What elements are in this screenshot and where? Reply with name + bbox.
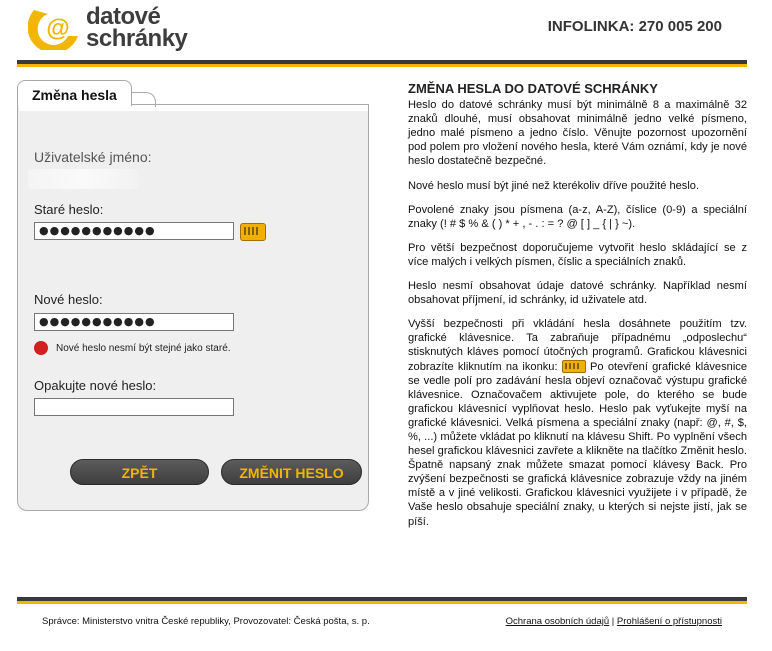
new-password-field[interactable]: ●●●●●●●●●●●	[34, 313, 234, 331]
info-title: ZMĚNA HESLA DO DATOVÉ SCHRÁNKY	[408, 81, 658, 96]
accessibility-link[interactable]: Prohlášení o přístupnosti	[616, 616, 722, 627]
svg-text:@: @	[46, 15, 70, 42]
change-password-button[interactable]: ZMĚNIT HESLO	[221, 459, 362, 485]
graphic-keyboard-text-a: Vyšší bezpečnosti při vkládání hesla dosáhnete použitím tzv. grafické klávesnice. Ta zabraňuje případnému „odposlechu“ stisknutých kláves pomocí útočných programů. Grafickou klávesnici zobrazíte kliknutím na ikonku:	[408, 318, 747, 373]
tab-notch	[131, 92, 156, 107]
old-password-field[interactable]: ●●●●●●●●●●●	[34, 222, 234, 240]
footer-operator: Správce: Ministerstvo vnitra České republiky, Provozovatel: Česká pošta, s. p.	[42, 616, 370, 627]
logo-line2: schránky	[86, 25, 188, 52]
info-paragraph-restrictions: Heslo nesmí obsahovat údaje datové schránky. Například nesmí obsahovat příjmení, id schránky, id uživatele atd.	[408, 280, 747, 307]
username-label: Uživatelské jméno:	[34, 149, 152, 165]
back-button[interactable]: ZPĚT	[70, 459, 209, 485]
info-paragraph-unique: Nové heslo musí být jiné než kterékoliv dříve použité heslo.	[408, 179, 700, 192]
username-value-redacted	[28, 169, 138, 189]
info-paragraph-allowed-chars: Povolené znaky jsou písmena (a-z, A-Z), číslice (0-9) a speciální znaky (! # $ % & ( ) * + , - . : = ? @ [ ] _ { | } ~).	[408, 203, 747, 230]
new-password-label: Nové heslo:	[34, 292, 103, 307]
error-message: Nové heslo nesmí být stejné jako staré.	[56, 343, 231, 354]
datove-schranky-logo[interactable]	[28, 3, 198, 52]
repeat-password-label: Opakujte nové heslo:	[34, 378, 157, 393]
inline-keyboard-icon	[562, 360, 586, 373]
footer-separator: |	[611, 616, 615, 627]
repeat-password-field[interactable]	[34, 398, 234, 416]
info-paragraph-recommendation: Pro větší bezpečnost doporučujeme vytvořit heslo skládající se z více malých i velkých písmen, číslic a speciálních znaků.	[408, 241, 747, 268]
info-paragraph-graphic-keyboard	[408, 317, 747, 528]
form-box	[17, 104, 369, 511]
graphic-keyboard-text-b: Po otevření grafické klávesnice se vedle polí pro zadávání hesla objeví označovač výstupu grafické klávesnice. Označovačem aktivujete pole, do kterého se bude grafickou klávesnicí vyplňovat heslo. Heslo pak vyťukejte myší na grafické klávesnici. Velká písmena a speciální znaky (např: @, #, $, %, ...) můžete vkládat po kliknutí na klávesu Shift. Po vyplnění všech hesel grafickou klávesnici zavřete a klikněte na tlačítko Změnit heslo. Špatně napsaný znak můžete smazat pomocí klávesy Back. Pro zvýšení bezpečnosti se grafická klávesnice zobrazuje vždy na jiném místě a v jiné velikosti. Grafickou klávesnici využijete i v případě, že Vaše heslo obsahuje speciální znaky, u kterých si nejste jistí, jak se píší.	[408, 360, 747, 528]
bottom-divider	[17, 597, 747, 604]
logo-text	[86, 3, 188, 52]
privacy-link[interactable]: Ochrana osobních údajů	[505, 616, 610, 627]
header	[0, 0, 772, 60]
footer-links	[506, 616, 722, 627]
logo-line1: datové	[86, 3, 161, 30]
keyboard-icon[interactable]	[240, 223, 266, 241]
password-change-panel	[17, 80, 369, 510]
info-column	[408, 82, 747, 539]
tab-change-password: Změna hesla	[17, 80, 132, 106]
at-sign-logo-icon	[28, 6, 82, 50]
infolinka: INFOLINKA: 270 005 200	[547, 18, 722, 35]
old-password-label: Staré heslo:	[34, 202, 104, 217]
error-icon	[34, 341, 48, 355]
info-paragraph-length: Heslo do datové schránky musí být minimálně 8 a maximálně 32 znaků dlouhé, musí obsahovat minimálně jedno velké písmeno, jedno malé písmeno a jedno číslo. Věnujte pozornost upozornění pod polem pro vložení nového hesla, které Vám oznámí, kdy je nové heslo dostatečně bezpečné.	[408, 99, 747, 168]
top-divider	[17, 60, 747, 67]
